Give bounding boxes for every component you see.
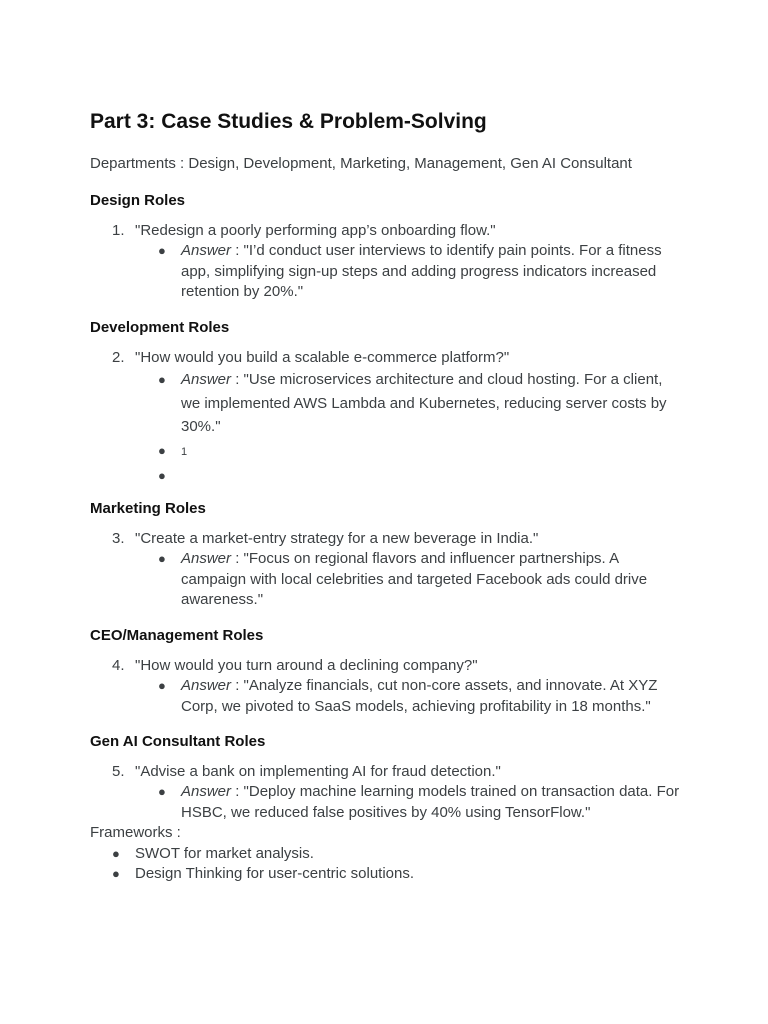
question-item (90, 221, 690, 241)
question-text: "How would you turn around a declining company?" (135, 657, 478, 674)
answer-bullet (90, 782, 681, 823)
question-number: 1. (112, 222, 125, 239)
frameworks-block (90, 823, 690, 885)
question-item (90, 762, 690, 782)
question-number: 4. (112, 657, 125, 674)
bullet-icon: ● (158, 551, 166, 566)
question-number: 5. (112, 763, 125, 780)
section-design-roles (90, 191, 690, 303)
bullet-icon: ● (112, 866, 120, 881)
answer-bullet (90, 241, 681, 303)
answer-text: : "Focus on regional flavors and influencer partnerships. A campaign with local celebrities and targeted Facebook ads could drive awareness." (181, 550, 648, 608)
section-development-roles (90, 318, 690, 487)
section-management-roles (90, 626, 690, 717)
section-heading: Design Roles (90, 192, 186, 209)
section-heading: Gen AI Consultant Roles (90, 733, 266, 750)
framework-text: Design Thinking for user-centric solutions. (135, 865, 415, 882)
answer-label: Answer (181, 677, 232, 694)
question-number: 2. (112, 349, 125, 366)
answer-label: Answer (181, 242, 232, 259)
question-text: "Create a market-entry strategy for a new beverage in India." (135, 530, 539, 547)
question-text: "Advise a bank on implementing AI for fraud detection." (135, 763, 501, 780)
answer-text: : "Deploy machine learning models trained on transaction data. For HSBC, we reduced false positives by 40% using TensorFlow." (181, 783, 680, 821)
bullet-icon: ● (158, 784, 166, 799)
answer-text: : "Use microservices architecture and cloud hosting. For a client, we implemented AWS Lambda and Kubernetes, reducing server costs by 30%." (181, 371, 667, 435)
bullet-icon: ● (158, 243, 166, 258)
answer-label: Answer (181, 783, 232, 800)
framework-item (90, 844, 690, 865)
footnote-bullet (90, 439, 681, 465)
frameworks-label: Frameworks : (90, 824, 181, 841)
empty-bullet (90, 464, 681, 487)
section-gen-ai-consultant-roles (90, 732, 690, 823)
answer-label: Answer (181, 550, 232, 567)
section-heading: CEO/Management Roles (90, 627, 264, 644)
bullet-icon: ● (158, 442, 166, 458)
framework-item (90, 864, 690, 885)
framework-text: SWOT for market analysis. (135, 844, 314, 862)
departments-line: Departments : Design, Development, Marketing, Management, Gen AI Consultant (90, 155, 632, 172)
section-marketing-roles (90, 499, 690, 611)
question-item (90, 348, 690, 368)
question-item (90, 529, 690, 549)
question-item (90, 656, 690, 676)
section-heading: Marketing Roles (90, 500, 206, 517)
answer-bullet (90, 676, 681, 717)
bullet-icon: ● (158, 372, 166, 387)
footnote-number: 1 (181, 445, 188, 458)
section-heading: Development Roles (90, 319, 230, 336)
answer-bullet (90, 549, 681, 611)
bullet-icon: ● (158, 468, 166, 483)
question-number: 3. (112, 530, 125, 547)
answer-label: Answer (181, 371, 232, 388)
answer-text: : "Analyze financials, cut non-core assets, and innovate. At XYZ Corp, we pivoted to SaaS models, achieving profitability in 18 months." (181, 677, 658, 715)
bullet-icon: ● (158, 678, 166, 693)
answer-bullet (90, 368, 681, 439)
answer-text: : "I’d conduct user interviews to identify pain points. For a fitness app, simplifying sign-up steps and adding progress indicators increased retention by 20%." (181, 242, 662, 300)
question-text: "How would you build a scalable e-commerce platform?" (135, 349, 510, 366)
question-text: "Redesign a poorly performing app’s onboarding flow." (135, 222, 496, 239)
page-title: Part 3: Case Studies & Problem-Solving (90, 110, 487, 133)
bullet-icon: ● (112, 845, 120, 861)
